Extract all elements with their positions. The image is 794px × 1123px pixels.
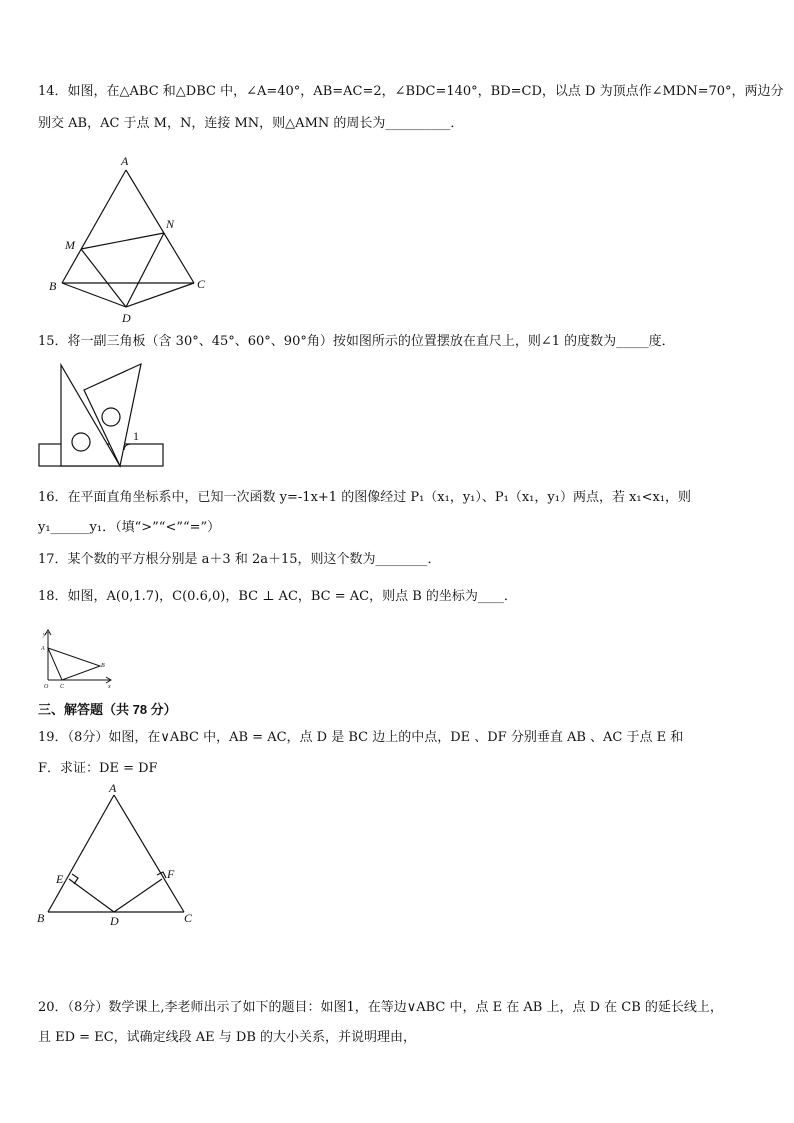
q16-text-line2: y₁______y₁．（填“>”“<”“=”） [38,520,221,535]
q14-text-line2: 别交 AB，AC 于点 M，N，连接 MN，则△AMN 的周长为__________． [38,116,464,131]
section-3-title: 三、解答题（共 78 分） [38,702,177,717]
q18-figure [40,626,115,690]
q18-label-B: B [101,663,105,669]
q19-label-C: C [184,911,193,925]
q16-text-line1: 16．在平面直角坐标系中，已知一次函数 y=-1x+1 的图像经过 P₁（x₁，y₁）、P₁（x₁，y₁）两点，若 x₁<x₁，则 [38,490,692,505]
q19-label-E: E [56,872,64,886]
q18-label-x: x [108,684,111,690]
q14-label-C: C [197,277,206,291]
q18-label-O: O [44,684,49,690]
q19-label-D: D [110,914,119,928]
q14-figure [40,150,220,325]
q15-angle-label: 1 [133,429,139,443]
q17-text-line1: 17．某个数的平方根分别是 a＋3 和 2a＋15，则这个数为________． [38,552,441,567]
q20-text-line2: 且 ED = EC，试确定线段 AE 与 DB 的大小关系，并说明理由， [38,1030,417,1045]
q14-label-M: M [65,238,75,252]
q14-label-A: A [121,154,129,168]
q15-text-line1: 15．将一副三角板（含 30°、45°、60°、90°角）按如图所示的位置摆放在直尺上，则∠1 的度数为_____度． [38,334,675,349]
q19-text-line2: F．求证：DE = DF [38,761,158,776]
q18-text-line1: 18．如图，A(0,1.7)，C(0.6,0)，BC ⊥ AC，BC = AC，则点 B 的坐标为____． [38,589,517,604]
q20-text-line1: 20．（8分）数学课上,李老师出示了如下的题目：如图1，在等边∨ABC 中，点 E 在 AB 上，点 D 在 CB 的延长线上， [38,1000,723,1015]
q19-figure [34,780,204,930]
q14-text-line1: 14．如图，在△ABC 和△DBC 中，∠A=40°，AB=AC=2，∠BDC=140°，BD=CD，以点 D 为顶点作∠MDN=70°，两边分 [38,84,784,99]
q14-label-N: N [166,217,175,231]
q19-label-A: A [109,781,117,795]
q18-label-A: A [41,646,45,652]
q18-label-y: y [43,632,46,638]
q14-label-D: D [122,311,131,325]
q19-label-F: F [167,867,175,881]
q15-figure [36,360,171,472]
q19-label-B: B [37,911,45,925]
q18-label-C: C [60,684,65,690]
q19-text-line1: 19．（8分）如图，在∨ABC 中，AB = AC，点 D 是 BC 边上的中点，DE 、DF 分别垂直 AB 、AC 于点 E 和 [38,730,684,745]
q14-label-B: B [49,279,57,293]
